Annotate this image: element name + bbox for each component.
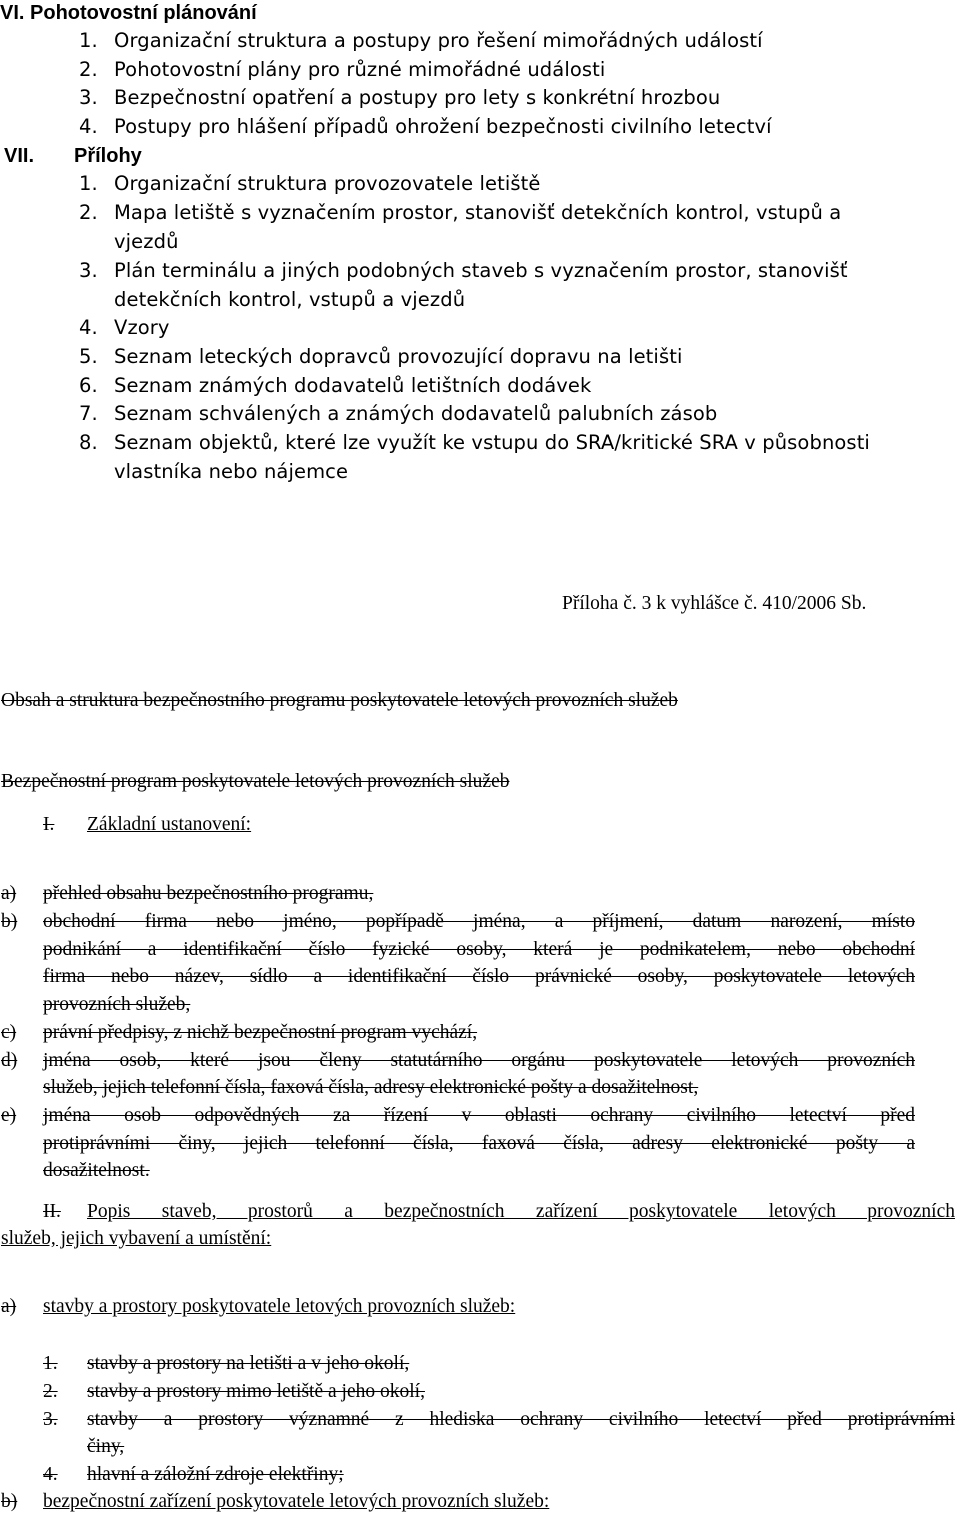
sub-item-number: 2. [43,1381,58,1402]
section-vi-item-text: Organizační struktura a postupy pro řešení mimořádných událostí [114,29,763,52]
section-vi-item-text: Bezpečnostní opatření a postupy pro lety s konkrétní hrozbou [114,86,721,109]
appendix-item-number: 7. [79,402,98,425]
sub-item-text: stavby a prostory na letišti a v jeho okolí, [87,1353,410,1374]
appendix-item-number: 8. [79,431,98,454]
appendix-item-number: 5. [79,345,98,368]
list-letter: c) [1,1022,17,1043]
appendix-item-text: Organizační struktura provozovatele letiště [114,172,541,195]
list-item-text: provozních služeb, [43,994,191,1015]
sub-item-number: 1. [43,1353,58,1374]
list-item-text: služeb, jejich telefonní čísla, faxová čísla, adresy elektronické pošty a dosažitelnost, [43,1077,699,1098]
appendix-item-number: 2. [79,201,98,224]
appendix-item-text: detekčních kontrol, vstupů a vjezdů [114,288,466,311]
list-item-text: firma nebo název, sídlo a identifikační číslo právnické osoby, poskytovatele letových [43,966,915,987]
list-item-text: právní předpisy, z nichž bezpečnostní program vychází, [43,1022,478,1043]
section-vi-item-text: Pohotovostní plány pro různé mimořádné události [114,58,606,81]
list-item-text: obchodní firma nebo jméno, popřípadě jména, a příjmení, datum narození, místo [43,911,915,932]
part-ii-number: II. [43,1201,61,1222]
appendix-item-number: 3. [79,259,98,282]
sub-item-number: 4. [43,1464,58,1485]
program-title: Bezpečnostní program poskytovatele letových provozních služeb [1,771,510,792]
sub-item-text: činy, [87,1436,125,1457]
appendix-item-text: Mapa letiště s vyznačením prostor, stanovišť detekčních kontrol, vstupů a [114,201,842,224]
list-item-text: bezpečnostní zařízení poskytovatele letových provozních služeb: [43,1491,550,1512]
list-letter: a) [1,883,17,904]
sub-item-text: stavby a prostory mimo letiště a jeho okolí, [87,1381,425,1402]
part-ii-title-line: služeb, jejich vybavení a umístění: [1,1228,272,1249]
section-vi-heading: VI. Pohotovostní plánování [0,2,257,24]
list-item-text: protiprávními činy, jejich telefonní čísla, faxová čísla, adresy elektronické pošty a [43,1133,915,1154]
section-vi-item-number: 3. [79,86,98,109]
list-item-text: dosažitelnost. [43,1160,150,1181]
section-vi-item-number: 2. [79,58,98,81]
list-item-text: podnikání a identifikační číslo fyzické osoby, která je podnikatelem, nebo obchodní [43,939,915,960]
list-item-text: přehled obsahu bezpečnostního programu, [43,883,374,904]
list-item-text: stavby a prostory poskytovatele letových provozních služeb: [43,1296,516,1317]
sub-item-number: 3. [43,1409,58,1430]
appendix-item-text: Vzory [114,316,170,339]
list-item-text: jména osob odpovědných za řízení v oblasti ochrany civilního letectví před [43,1105,915,1126]
appendix-item-text: Seznam schválených a známých dodavatelů palubních zásob [114,402,718,425]
section-vi-item-text: Postupy pro hlášení případů ohrožení bezpečnosti civilního letectví [114,115,772,138]
annex-title: Obsah a struktura bezpečnostního programu poskytovatele letových provozních služeb [1,690,678,711]
appendix-item-text: Seznam známých dodavatelů letištních dodávek [114,374,592,397]
appendix-item-number: 1. [79,172,98,195]
section-vii-title: Přílohy [74,145,142,167]
section-vi-item-number: 4. [79,115,98,138]
appendix-item-text: Seznam objektů, které lze využít ke vstupu do SRA/kritické SRA v působnosti [114,431,870,454]
list-letter: a) [1,1296,17,1317]
appendix-item-text: Plán terminálu a jiných podobných staveb s vyznačením prostor, stanovišť [114,259,848,282]
list-letter: e) [1,1105,17,1126]
part-i-title: Základní ustanovení: [87,814,252,835]
list-letter: b) [1,1491,18,1512]
appendix-item-text: vjezdů [114,230,179,253]
list-item-text: jména osob, které jsou členy statutárního orgánu poskytovatele letových provozních [43,1050,915,1071]
part-ii-title-line: Popis staveb, prostorů a bezpečnostních zařízení poskytovatele letových provozních [87,1201,955,1222]
sub-item-text: stavby a prostory významné z hlediska ochrany civilního letectví před protiprávními [87,1409,955,1430]
list-letter: d) [1,1050,18,1071]
appendix-item-number: 4. [79,316,98,339]
annex-reference: Příloha č. 3 k vyhlášce č. 410/2006 Sb. [562,593,867,614]
appendix-item-text: Seznam leteckých dopravců provozující dopravu na letišti [114,345,683,368]
sub-item-text: hlavní a záložní zdroje elektřiny; [87,1464,344,1485]
section-vi-item-number: 1. [79,29,98,52]
appendix-item-text: vlastníka nebo nájemce [114,460,349,483]
appendix-item-number: 6. [79,374,98,397]
list-letter: b) [1,911,18,932]
part-i-number: I. [43,814,55,835]
section-vii-number: VII. [4,145,35,167]
